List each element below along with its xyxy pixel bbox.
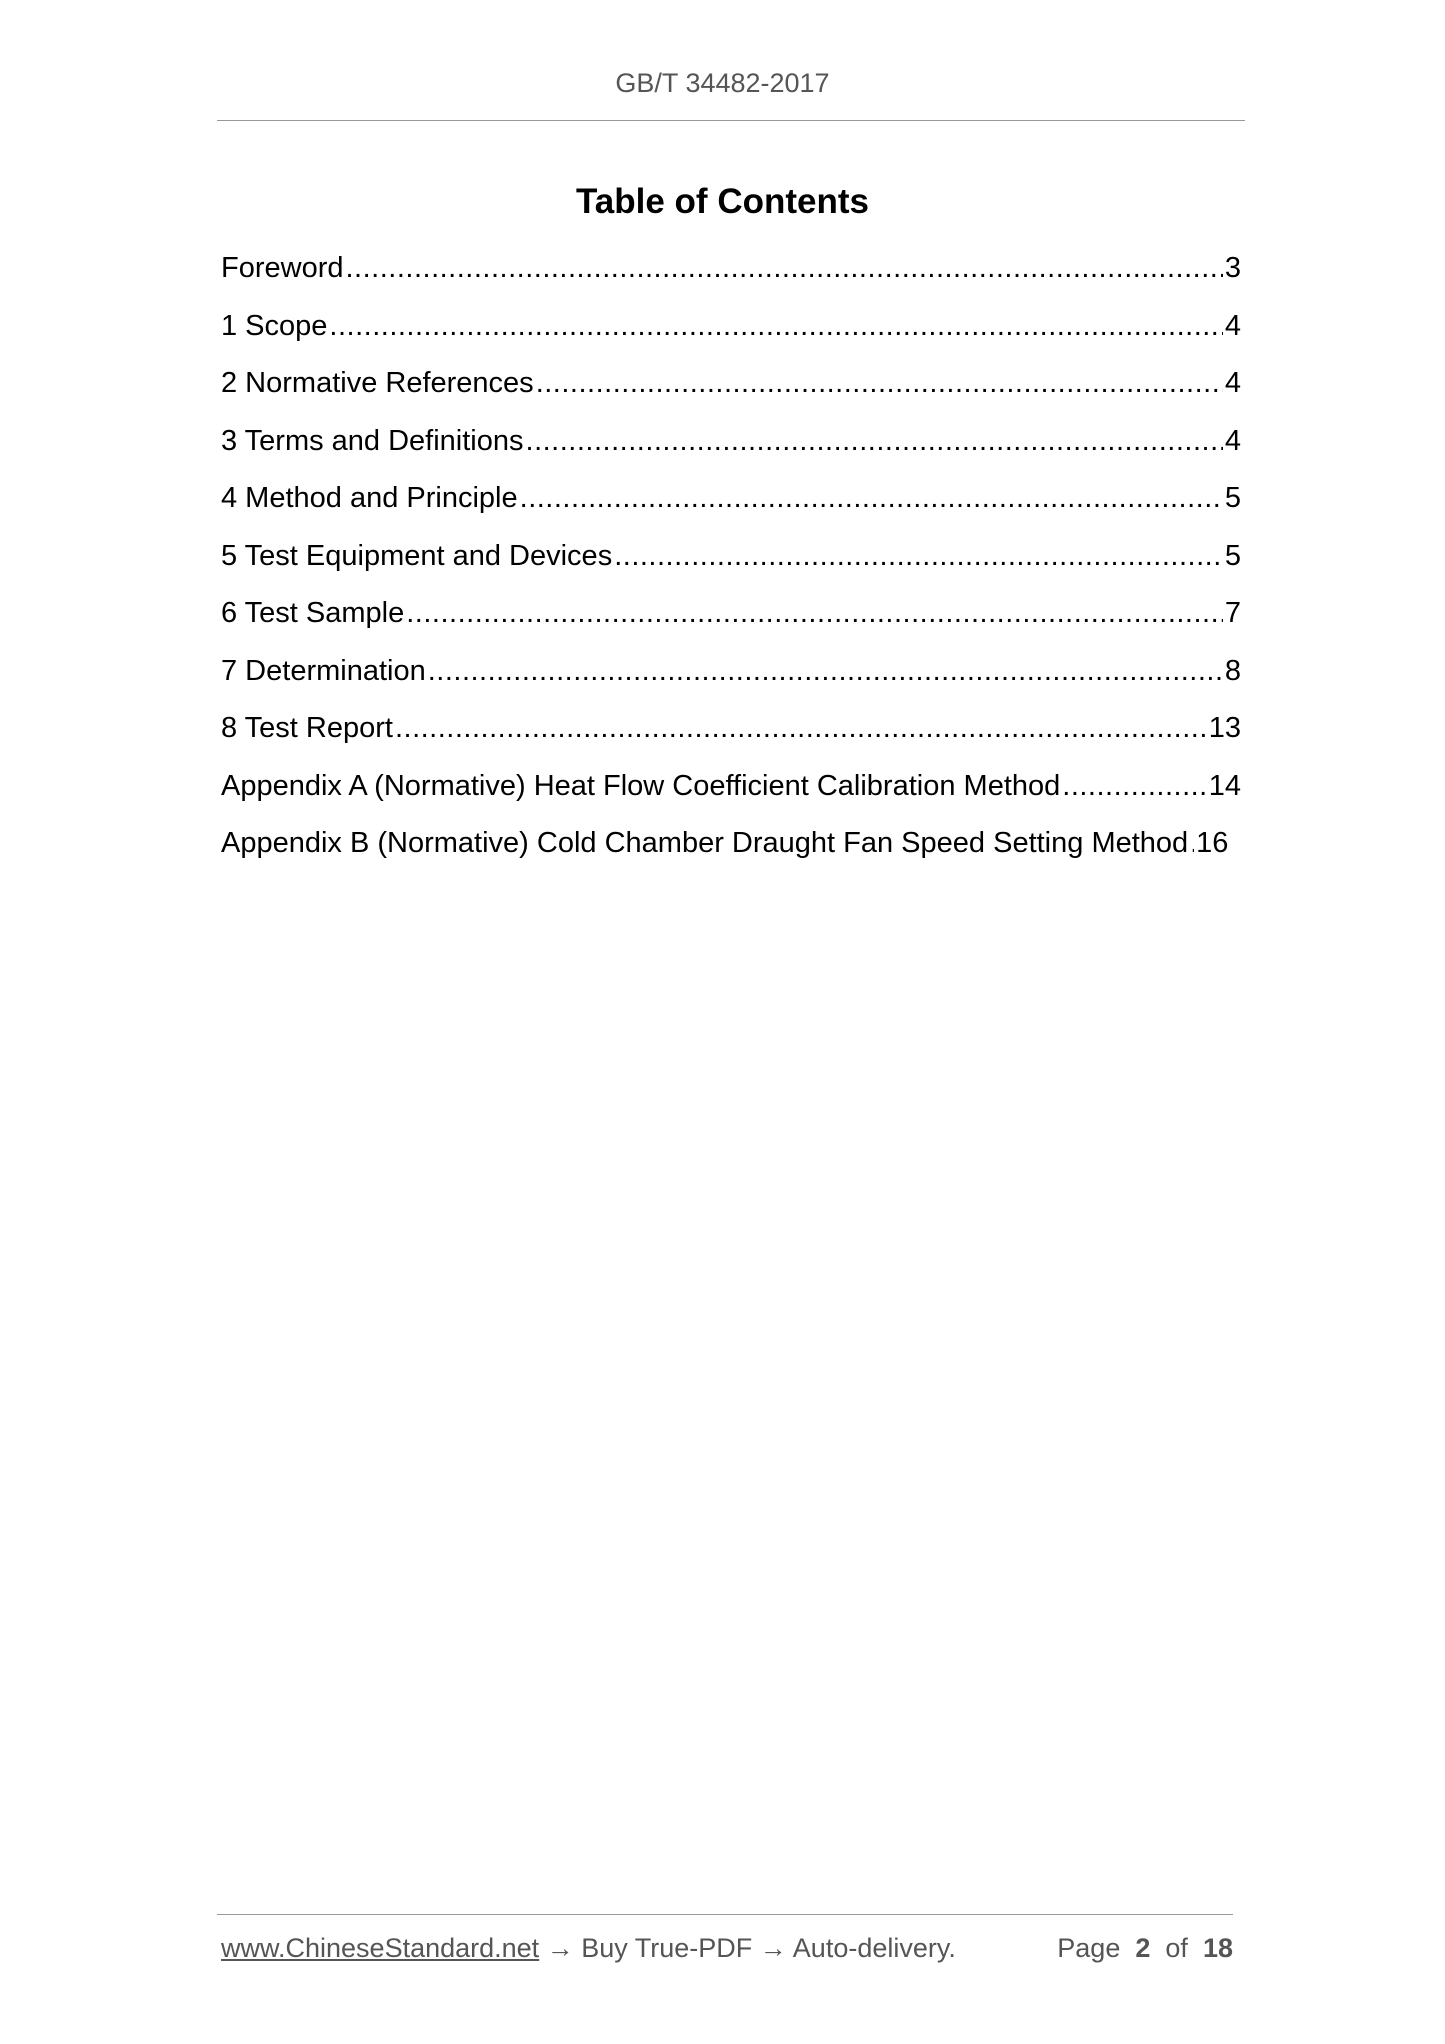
toc-dot-leader: [329, 310, 1222, 343]
toc-entry-label: 1 Scope: [221, 309, 328, 342]
toc-entry-appendix-b[interactable]: [221, 827, 1241, 885]
toc-entry-method-and-principle[interactable]: [221, 482, 1241, 540]
toc-entry-page: 5: [1224, 482, 1241, 514]
toc-entry-determination[interactable]: [221, 655, 1241, 713]
toc-entry-page: 8: [1224, 654, 1241, 687]
toc-dot-leader: [406, 597, 1223, 630]
toc-entry-page: 4: [1224, 309, 1241, 342]
toc-entry-label: Foreword: [221, 252, 344, 284]
toc-list: [221, 252, 1241, 885]
toc-entry-label: Appendix B (Normative) Cold Chamber Draught Fan Speed Setting Method: [221, 827, 1189, 859]
total-page-count: 18: [1202, 1933, 1233, 1963]
current-page-number: 2: [1135, 1933, 1151, 1963]
page-word: Page: [1057, 1933, 1121, 1963]
toc-entry-page: 14: [1208, 769, 1241, 802]
toc-entry-label: 3 Terms and Definitions: [221, 424, 524, 457]
toc-entry-test-report[interactable]: [221, 712, 1241, 770]
toc-dot-leader: [536, 367, 1223, 400]
toc-dot-leader: [428, 655, 1223, 688]
toc-dot-leader: [395, 712, 1207, 745]
auto-delivery-text: Auto-delivery.: [792, 1933, 956, 1963]
toc-entry-label: 6 Test Sample: [221, 597, 405, 629]
toc-entry-appendix-a[interactable]: [221, 770, 1241, 828]
toc-entry-label: 4 Method and Principle: [221, 482, 518, 514]
footer-divider: [217, 1914, 1233, 1915]
toc-entry-scope[interactable]: [221, 310, 1241, 368]
toc-entry-test-equipment[interactable]: [221, 540, 1241, 598]
toc-dot-leader: [614, 540, 1223, 573]
toc-entry-label: 8 Test Report: [221, 712, 393, 744]
toc-entry-page: 5: [1224, 539, 1241, 572]
toc-entry-test-sample[interactable]: [221, 597, 1241, 655]
toc-title: Table of Contents: [576, 182, 869, 221]
toc-entry-page: 16: [1196, 827, 1229, 859]
toc-dot-leader: [1062, 770, 1206, 803]
of-word: of: [1165, 1933, 1188, 1963]
header-divider: [217, 120, 1245, 121]
toc-entry-terms-and-definitions[interactable]: [221, 425, 1241, 483]
buy-true-pdf-text: Buy True-PDF: [581, 1933, 753, 1963]
toc-entry-page: 7: [1224, 597, 1241, 629]
toc-entry-page: 4: [1224, 367, 1241, 399]
toc-dot-leader: [526, 425, 1223, 458]
toc-entry-page: 13: [1208, 712, 1241, 744]
toc-entry-label: 5 Test Equipment and Devices: [221, 539, 613, 572]
page-header-standard-code: GB/T 34482-2017: [615, 68, 830, 98]
toc-entry-page: 4: [1224, 424, 1241, 457]
toc-entry-foreword[interactable]: [221, 252, 1241, 310]
arrow-right-icon: →: [759, 1933, 787, 1963]
toc-entry-label: 7 Determination: [221, 654, 426, 687]
arrow-right-icon: →: [546, 1933, 574, 1963]
toc-entry-label: 2 Normative References: [221, 367, 534, 399]
toc-dot-leader: [1190, 827, 1194, 860]
toc-dot-leader: [346, 252, 1223, 285]
page-number-indicator: [1057, 1933, 1233, 1964]
toc-dot-leader: [520, 482, 1223, 515]
toc-entry-normative-references[interactable]: [221, 367, 1241, 425]
page-footer: [221, 1933, 1233, 1964]
toc-entry-label: Appendix A (Normative) Heat Flow Coefficient Calibration Method: [221, 769, 1061, 802]
toc-entry-page: 3: [1224, 252, 1241, 284]
website-link[interactable]: www.ChineseStandard.net: [221, 1933, 540, 1963]
